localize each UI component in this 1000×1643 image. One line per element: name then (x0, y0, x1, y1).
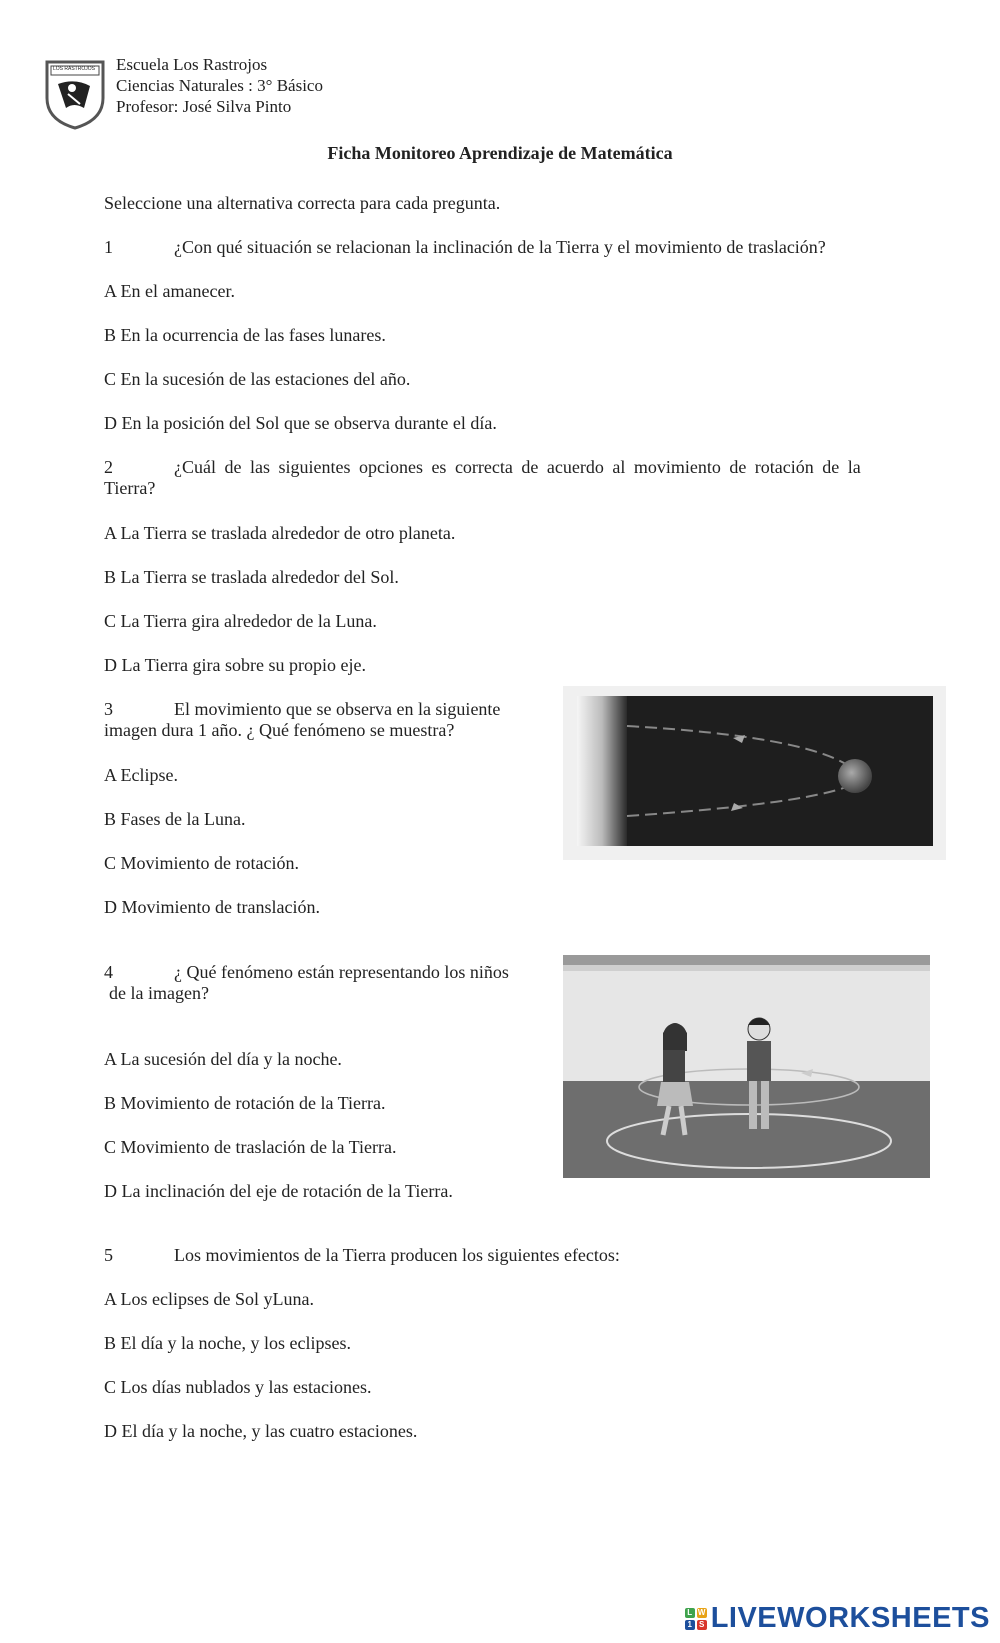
question-number: 5 (104, 1245, 113, 1265)
option[interactable]: B Fases de la Luna. (104, 809, 246, 829)
option[interactable]: A Los eclipses de Sol yLuna. (104, 1289, 314, 1309)
liveworksheets-brand: LIVEWORKSHEETS (710, 1602, 990, 1634)
option[interactable]: B Movimiento de rotación de la Tierra. (104, 1093, 386, 1113)
question-text-cont: imagen dura 1 año. ¿ Qué fenómeno se muestra? (104, 720, 455, 740)
question-text: Los movimientos de la Tierra producen los siguientes efectos: (174, 1245, 620, 1265)
option[interactable]: C Los días nublados y las estaciones. (104, 1377, 372, 1397)
option[interactable]: D En la posición del Sol que se observa durante el día. (104, 413, 497, 433)
question-text: ¿Cuál de las siguientes opciones es correcta de acuerdo al movimiento de rotación de la (174, 457, 861, 477)
option[interactable]: B En la ocurrencia de las fases lunares. (104, 325, 386, 345)
school-name: Escuela Los Rastrojos (116, 55, 268, 74)
option[interactable]: D La inclinación del eje de rotación de la Tierra. (104, 1181, 453, 1201)
logo-text: LOS RASTROJOS (53, 66, 95, 72)
option[interactable]: A En el amanecer. (104, 281, 235, 301)
question-text: ¿ Qué fenómeno están representando los niños (174, 962, 509, 982)
question-2 (104, 457, 884, 499)
subject-line: Ciencias Naturales : 3° Básico (116, 76, 323, 95)
option[interactable]: D El día y la noche, y las cuatro estaciones. (104, 1421, 418, 1441)
teacher-line: Profesor: José Silva Pinto (116, 97, 292, 116)
option[interactable]: B El día y la noche, y los eclipses. (104, 1333, 351, 1353)
question-text: ¿Con qué situación se relacionan la inclinación de la Tierra y el movimiento de traslación? (174, 237, 826, 257)
option[interactable]: C En la sucesión de las estaciones del año. (104, 369, 411, 389)
instructions: Seleccione una alternativa correcta para cada pregunta. (104, 193, 501, 213)
option[interactable]: D La Tierra gira sobre su propio eje. (104, 655, 366, 675)
liveworksheets-logo[interactable] (685, 1602, 990, 1635)
children-image (563, 955, 930, 1178)
question-4 (104, 962, 509, 1004)
question-3 (104, 699, 500, 741)
option[interactable]: D Movimiento de translación. (104, 897, 320, 917)
page-title: Ficha Monitoreo Aprendizaje de Matemática (327, 143, 673, 163)
option[interactable]: A La sucesión del día y la noche. (104, 1049, 342, 1069)
option[interactable]: B La Tierra se traslada alrededor del Sol. (104, 567, 399, 587)
question-text: El movimiento que se observa en la siguiente (174, 699, 501, 719)
orbit-image (563, 686, 946, 860)
question-number: 3 (104, 699, 113, 719)
option[interactable]: C La Tierra gira alrededor de la Luna. (104, 611, 377, 631)
option[interactable]: A Eclipse. (104, 765, 178, 785)
question-5 (104, 1245, 620, 1266)
liveworksheets-grid-icon: L W 1 S (685, 1608, 707, 1630)
question-number: 4 (104, 962, 113, 982)
question-text-cont: Tierra? (104, 478, 156, 498)
question-number: 1 (104, 237, 113, 257)
option[interactable]: C Movimiento de rotación. (104, 853, 299, 873)
school-logo (44, 58, 106, 130)
question-1 (104, 237, 826, 258)
question-text-cont: de la imagen? (109, 983, 209, 1003)
question-number: 2 (104, 457, 113, 477)
option[interactable]: A La Tierra se traslada alrededor de otro planeta. (104, 523, 456, 543)
option[interactable]: C Movimiento de traslación de la Tierra. (104, 1137, 397, 1157)
